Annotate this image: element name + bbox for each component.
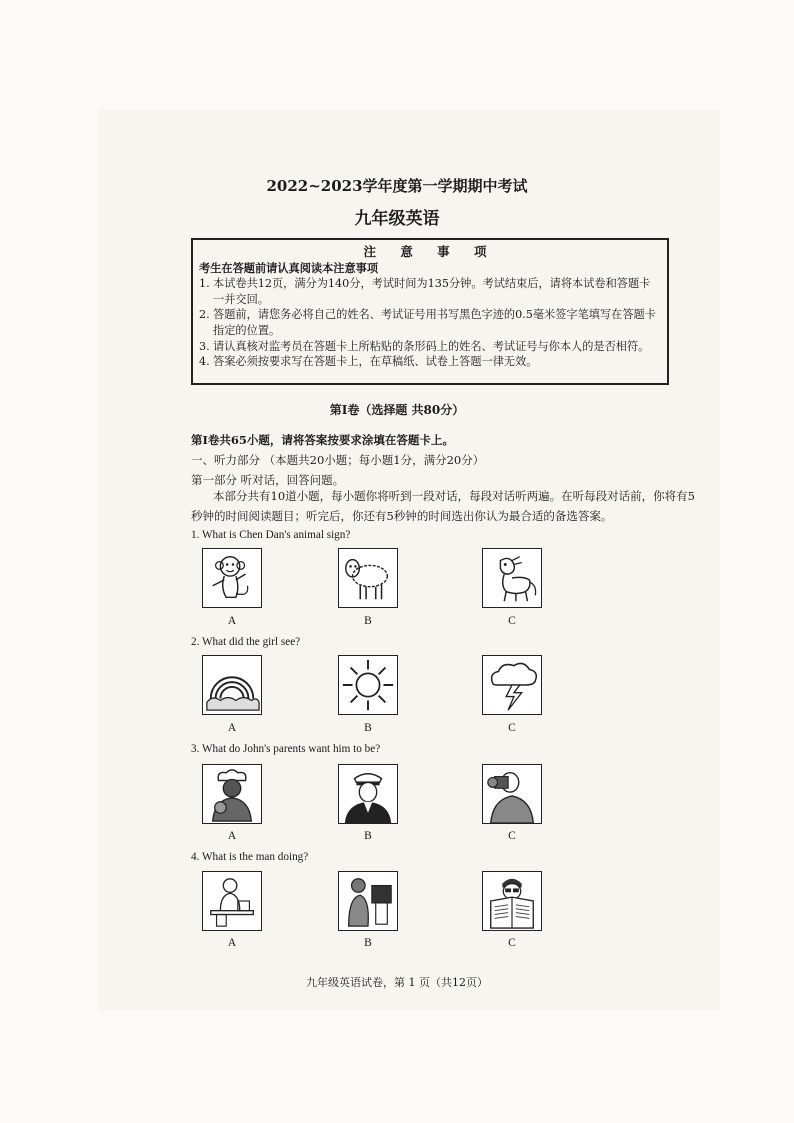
option-c-label: C — [508, 722, 516, 734]
storm-cloud-icon[interactable] — [482, 655, 542, 715]
notice-heading: 注 意 事 项 — [363, 244, 497, 259]
option-c-label: C — [508, 937, 516, 949]
exam-subject: 九年级英语 — [354, 209, 440, 229]
option-c-label: C — [508, 615, 516, 627]
officer-icon[interactable] — [338, 764, 398, 824]
option-b-label: B — [364, 615, 372, 627]
sheep-icon[interactable] — [338, 548, 398, 608]
option-b-label: B — [364, 937, 372, 949]
listening-heading: 一、听力部分 （本题共20小题；每小题1分，满分20分） — [191, 453, 485, 467]
option-b-label: B — [364, 830, 372, 842]
option-c-label: C — [508, 830, 516, 842]
option-a-label: A — [227, 937, 237, 949]
question-1: 1. What is Chen Dan's animal sign? — [191, 529, 351, 541]
part1-instructions: 本部分共有10道小题，每小题你将听到一段对话，每段对话听两遍。在听每段对话前，你将有5秒钟的时间阅读题目；听完后，你还有5秒钟的时间选出你认为最合适的备选答案。 — [191, 489, 695, 523]
cook-icon[interactable] — [202, 764, 262, 824]
option-a-label: A — [227, 615, 237, 627]
rainbow-icon[interactable] — [202, 655, 262, 715]
sun-icon[interactable] — [338, 655, 398, 715]
cameraman-icon[interactable] — [482, 764, 542, 824]
notice-item: 2. 答题前，请您务必将自己的姓名、考试证号用书写黑色字迹的0.5毫米签字笔填写在答题卡指定的位置。 — [199, 308, 656, 337]
horse-icon[interactable] — [482, 548, 542, 608]
notice-subheading: 考生在答题前请认真阅读本注意事项 — [199, 260, 379, 275]
option-a-label: A — [227, 830, 237, 842]
exam-title: 2022~2023学年度第一学期期中考试 — [266, 177, 528, 195]
part-title: 第Ⅰ卷（选择题 共80分） — [329, 403, 465, 417]
notice-box — [191, 238, 669, 385]
notice-item: 4. 答案必须按要求写在答题卡上，在草稿纸、试卷上答题一律无效。 — [199, 355, 538, 369]
page-footer: 九年级英语试卷，第 1 页（共12页） — [306, 976, 488, 989]
notice-item: 1. 本试卷共12页，满分为140分，考试时间为135分钟。考试结束后，请将本试卷和答题卡一并交回。 — [199, 277, 651, 306]
question-2: 2. What did the girl see? — [191, 636, 301, 648]
reading-newspaper-icon[interactable] — [482, 871, 542, 931]
question-3: 3. What do John's parents want him to be? — [191, 743, 381, 755]
question-4: 4. What is the man doing? — [191, 851, 309, 863]
option-b-label: B — [364, 722, 372, 734]
desk-worker-icon[interactable] — [202, 871, 262, 931]
monkey-icon[interactable] — [202, 548, 262, 608]
part1-heading: 第一部分 听对话，回答问题。 — [191, 473, 345, 487]
notice-item: 3. 请认真核对监考员在答题卡上所粘贴的条形码上的姓名、考试证号与你本人的是否相符。 — [199, 339, 650, 353]
part-instruction: 第Ⅰ卷共65小题，请将答案按要求涂填在答题卡上。 — [191, 433, 454, 447]
man-with-tv-icon[interactable] — [338, 871, 398, 931]
option-a-label: A — [227, 722, 237, 734]
